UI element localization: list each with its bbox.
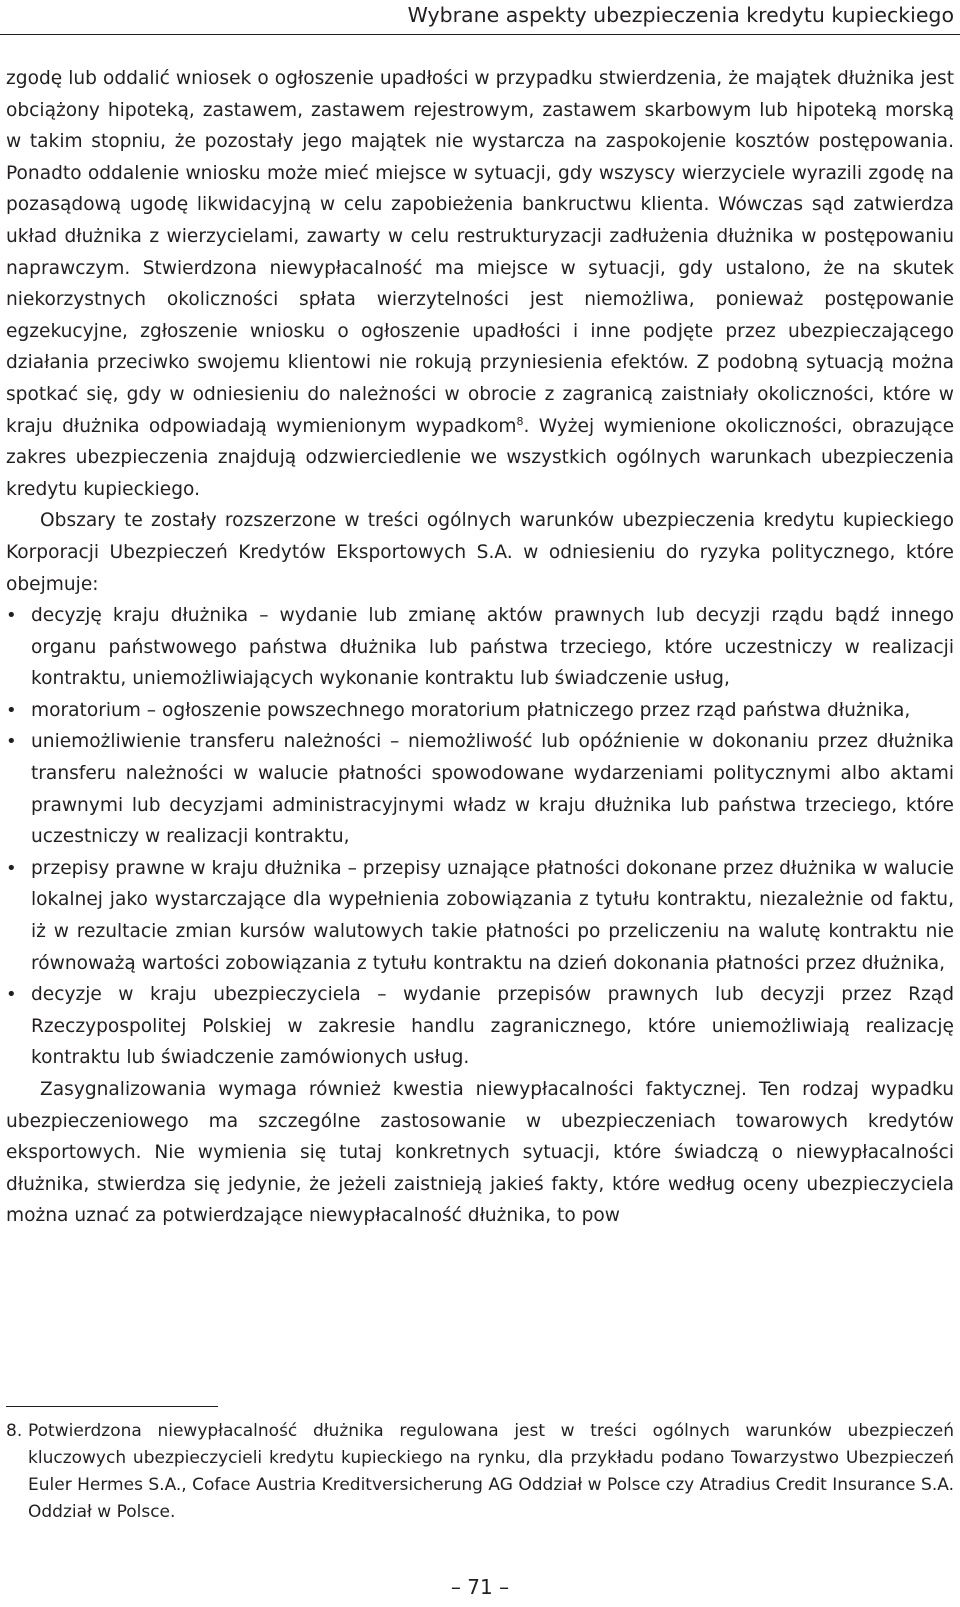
footnote-number: 8.	[6, 1421, 23, 1441]
footnote-rule	[6, 1406, 218, 1407]
bullet-icon: •	[6, 857, 17, 879]
bullet-icon: •	[6, 605, 17, 627]
list-item-text: decyzje w kraju ubezpieczyciela – wydanie przepisów prawnych lub decyzji przez Rząd Rzeczypospolitej Polskiej w zakresie handlu zagranicznego, które uniemożliwiają realizację kontraktu lub świadczenie zamówionych usług.	[31, 984, 954, 1069]
footnote-text: Potwierdzona niewypłacalność dłużnika regulowana jest w treści ogólnych warunków ubezpieczeń kluczowych ubezpieczycieli kredytu kupieckiego na rynku, dla przykładu podano Towarzystwo Ubezpieczeń Euler Hermes S.A., Coface Austria Kreditversicherung AG Oddział w Polsce czy Atradius Credit Insurance S.A. Oddział w Polsce.	[28, 1421, 954, 1522]
list-item	[6, 600, 954, 695]
list-item	[6, 979, 954, 1074]
header-rule	[0, 34, 960, 35]
list-item-text: decyzję kraju dłużnika – wydanie lub zmianę aktów prawnych lub decyzji rządu bądź innego organu państwowego państwa dłużnika lub państwa trzeciego, które uczestniczy w realizacji kontraktu, uniemożliwiających wykonanie kontraktu lub świadczenie usług,	[31, 605, 954, 690]
bullet-icon: •	[6, 984, 17, 1006]
list-item	[6, 695, 954, 727]
list-item-text: moratorium – ogłoszenie powszechnego moratorium płatniczego przez rząd państwa dłużnika,	[31, 699, 911, 721]
paragraph-2: Obszary te zostały rozszerzone w treści ogólnych warunków ubezpieczenia kredytu kupieckiego Korporacji Ubezpieczeń Kredytów Eksportowych S.A. w odniesieniu do ryzyka politycznego, które obejmuje:	[6, 510, 954, 595]
page-number: – 71 –	[450, 1575, 510, 1599]
body-text	[6, 63, 954, 1232]
running-header: Wybrane aspekty ubezpieczenia kredytu kupieckiego	[407, 3, 954, 27]
footnote	[6, 1418, 954, 1526]
list-item	[6, 726, 954, 852]
paragraph-1-text: zgodę lub oddalić wniosek o ogłoszenie upadłości w przypadku stwierdzenia, że majątek dłużnika jest obciążony hipoteką, zastawem, zastawem rejestrowym, zastawem skarbowym lub hipoteką morską w takim stopniu, że pozostały jego majątek nie wystarcza na zaspokojenie kosztów postępowania. Ponadto oddalenie wniosku może mieć miejsce w sytuacji, gdy wszyscy wierzyciele wyrazili zgodę na pozasądową ugodę likwidacyjną w celu zapobieżenia bankructwu klienta. Wówczas sąd zatwierdza układ dłużnika z wierzycielami, zawarty w celu restrukturyzacji zadłużenia dłużnika w postępowaniu naprawczym. Stwierdzona niewypłacalność ma miejsce w sytuacji, gdy ustalono, że na skutek niekorzystnych okoliczności spłata wierzytelności jest niemożliwa, ponieważ postępowanie egzekucyjne, zgłoszenie wniosku o ogłoszenie upadłości i inne podjęte przez ubezpieczającego działania przeciwko swojemu klientowi nie rokują przyniesienia efektów. Z podobną sytuacją można spotkać się, gdy w odniesieniu do należności w obrocie z zagranicą zaistniały okoliczności, które w kraju dłużnika odpowiadają wymienionym wypadkom	[6, 68, 954, 437]
footnote-row	[6, 1418, 954, 1526]
paragraph-1	[6, 63, 954, 505]
bullet-icon: •	[6, 699, 17, 721]
bullet-icon: •	[6, 731, 17, 753]
paragraph-1-tail: . Wyżej wymienione okoliczności, obrazujące zakres ubezpieczenia znajdują odzwierciedlenie we wszystkich ogólnych warunkach ubezpieczenia kredytu kupieckiego.	[6, 415, 955, 500]
footnote-ref[interactable]: 8	[516, 414, 524, 428]
list-item-text: uniemożliwienie transferu należności – niemożliwość lub opóźnienie w dokonaniu przez dłużnika transferu należności w walucie płatności spowodowane wydarzeniami politycznymi albo aktami prawnymi lub decyzjami administracyjnymi władz w kraju dłużnika lub państwa trzeciego, które uczestniczy w realizacji kontraktu,	[31, 731, 954, 848]
bullet-list	[6, 600, 954, 1074]
list-item	[6, 853, 954, 979]
list-item-text: przepisy prawne w kraju dłużnika – przepisy uznające płatności dokonane przez dłużnika w walucie lokalnej jako wystarczające dla wypełnienia zobowiązania z tytułu kontraktu, niezależnie od faktu, iż w rezultacie zmian kursów walutowych takie płatności po przeliczeniu na walutę kontraktu nie równoważą wartości zobowiązania z tytułu kontraktu na dzień dokonania płatności przez dłużnika,	[31, 857, 954, 974]
paragraph-3: Zasygnalizowania wymaga również kwestia niewypłacalności faktycznej. Ten rodzaj wypadku ubezpieczeniowego ma szczególne zastosowanie w ubezpieczeniach towarowych kredytów eksportowych. Nie wymienia się tutaj konkretnych sytuacji, które świadczą o niewypłacalności dłużnika, stwierdza się jedynie, że jeżeli zaistnieją jakieś fakty, które według oceny ubezpieczyciela można uznać za potwierdzające niewypłacalność dłużnika, to pow	[6, 1079, 954, 1227]
